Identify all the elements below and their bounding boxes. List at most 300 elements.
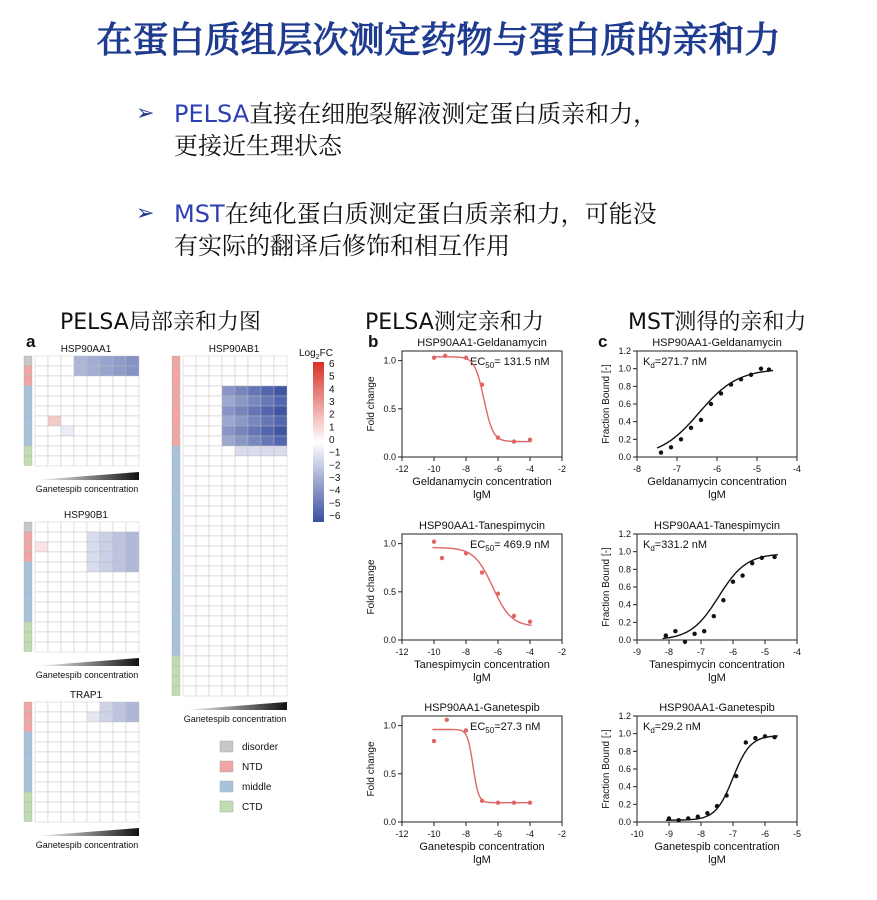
heatmap-cell — [183, 356, 196, 366]
heatmap-cell — [274, 676, 287, 686]
heatmap-cell — [126, 792, 139, 802]
heatmap-cell — [235, 626, 248, 636]
y-tick-label: 0.8 — [618, 746, 631, 757]
y-axis-label: Fraction Bound [-] — [601, 364, 612, 444]
heatmap-cell — [261, 596, 274, 606]
heatmap-cell — [100, 752, 113, 762]
heatmap-cell — [274, 376, 287, 386]
heatmap-cell — [222, 436, 235, 446]
heatmap-cell — [209, 486, 222, 496]
heatmap-cell — [74, 742, 87, 752]
heatmap-cell — [235, 676, 248, 686]
heatmap-cell — [126, 812, 139, 822]
heatmap-cell — [248, 616, 261, 626]
heatmap-cell — [113, 396, 126, 406]
heatmap-cell — [222, 446, 235, 456]
heatmap-cell — [183, 546, 196, 556]
heatmap-cell — [196, 496, 209, 506]
domain-cell — [172, 486, 180, 496]
heatmap-cell — [248, 646, 261, 656]
annotation-sub: 50 — [485, 361, 495, 370]
heatmap-cell — [261, 386, 274, 396]
heatmap-cell — [209, 366, 222, 376]
heatmap-cell — [235, 546, 248, 556]
heatmap-cell — [48, 792, 61, 802]
chart-pelsa-tanespimycin — [360, 518, 600, 688]
x-tick-label: -6 — [493, 647, 503, 657]
heatmap-cell — [113, 742, 126, 752]
heatmap-cell — [196, 556, 209, 566]
heatmap-cell — [183, 456, 196, 466]
x-tick-label: -6 — [728, 647, 738, 657]
heatmap-cell — [100, 386, 113, 396]
heatmap-cell — [248, 576, 261, 586]
heatmap-cell — [126, 772, 139, 782]
data-point — [699, 418, 703, 422]
domain-cell — [24, 386, 32, 396]
heatmap-cell — [35, 592, 48, 602]
heatmap-cell — [74, 612, 87, 622]
heatmap-cell — [87, 792, 100, 802]
heatmap-cell — [183, 466, 196, 476]
heatmap-cell — [61, 612, 74, 622]
colorbar-title-main: Log — [299, 348, 316, 359]
heatmap-cell — [35, 732, 48, 742]
y-tick-label: 0.0 — [383, 452, 396, 462]
heatmap-cell — [113, 612, 126, 622]
heatmap-cell — [222, 466, 235, 476]
data-point — [464, 551, 468, 555]
heatmap-cell — [248, 356, 261, 366]
x-tick-label: -7 — [672, 464, 682, 474]
heatmap-cell — [126, 376, 139, 386]
heatmap-cell — [261, 676, 274, 686]
heatmap-cell — [61, 642, 74, 652]
x-axis-label: Tanespimycin concentration — [649, 659, 785, 671]
heatmap-cell — [183, 646, 196, 656]
heatmap-cell — [274, 586, 287, 596]
heatmap-cell — [274, 396, 287, 406]
heatmap-cell — [274, 496, 287, 506]
y-tick-label: 0.8 — [618, 381, 631, 392]
chart-mst-geldanamycin — [595, 335, 845, 505]
y-tick-label: 0.0 — [383, 817, 396, 827]
heatmap-cell — [209, 456, 222, 466]
heatmap-cell — [248, 446, 261, 456]
heatmap-cell — [235, 616, 248, 626]
heatmap-cell — [48, 446, 61, 456]
domain-cell — [24, 582, 32, 592]
annotation-value: = 131.5 nM — [494, 356, 550, 368]
heatmap-cell — [126, 802, 139, 812]
chart-annotation — [643, 356, 707, 370]
y-tick-label: 0.0 — [618, 635, 631, 645]
heatmap-cell — [113, 416, 126, 426]
heatmap-cell — [235, 646, 248, 656]
heatmap-cell — [61, 522, 74, 532]
heatmap-cell — [87, 772, 100, 782]
x-tick-label: -6 — [493, 829, 503, 839]
heatmap-cell — [87, 376, 100, 386]
heatmap-cell — [235, 366, 248, 376]
heatmap-cell — [209, 526, 222, 536]
heatmap-cell — [100, 722, 113, 732]
domain-cell — [24, 702, 32, 712]
heatmap-cell — [274, 576, 287, 586]
heatmap-cell — [209, 506, 222, 516]
heatmap-cell — [35, 702, 48, 712]
heatmap-cell — [196, 566, 209, 576]
heatmap-cell — [35, 792, 48, 802]
heatmap-cell — [196, 436, 209, 446]
heatmap-cell — [183, 396, 196, 406]
heatmap-cell — [183, 426, 196, 436]
heatmap-cell — [35, 366, 48, 376]
data-point — [445, 718, 449, 722]
heatmap-cell — [61, 356, 74, 366]
heatmap-cell — [209, 686, 222, 696]
heatmap-cell — [248, 416, 261, 426]
heatmap-cell — [209, 476, 222, 486]
heatmap-cell — [261, 466, 274, 476]
annotation-main: EC — [470, 356, 486, 368]
annotation-value: =331.2 nM — [654, 539, 708, 551]
domain-cell — [24, 396, 32, 406]
heatmap-cell — [113, 702, 126, 712]
data-point — [512, 614, 516, 618]
heatmap-cell — [222, 416, 235, 426]
annotation-main: K — [643, 539, 651, 551]
heatmap-cell — [126, 782, 139, 792]
heatmap-cell — [61, 426, 74, 436]
x-tick-label: -2 — [557, 829, 567, 839]
heatmap-cell — [196, 476, 209, 486]
heatmap-cell — [113, 456, 126, 466]
heatmap-cell — [126, 426, 139, 436]
y-tick-label: 0.0 — [383, 635, 396, 645]
heatmap-cell — [248, 676, 261, 686]
heatmap-cell — [183, 506, 196, 516]
heatmap-cell — [209, 496, 222, 506]
heatmap-cell — [48, 702, 61, 712]
heatmap-cell — [113, 376, 126, 386]
heatmap-cell — [100, 612, 113, 622]
heatmap-cell — [209, 676, 222, 686]
heatmap-cell — [100, 772, 113, 782]
heatmap-cell — [183, 536, 196, 546]
heatmap-cell — [48, 436, 61, 446]
heatmap-cell — [261, 366, 274, 376]
heatmap-cell — [248, 486, 261, 496]
heatmap-cell — [261, 566, 274, 576]
heatmap-cell — [209, 516, 222, 526]
heatmap-cell — [74, 532, 87, 542]
heatmap-cell — [48, 712, 61, 722]
heatmap-cell — [113, 642, 126, 652]
colorbar-title-sub: 2 — [315, 354, 320, 361]
domain-cell — [24, 722, 32, 732]
annotation-main: EC — [470, 721, 486, 733]
heatmap-cell — [222, 386, 235, 396]
heatmap-cell — [183, 416, 196, 426]
heatmap-cell — [113, 792, 126, 802]
heatmap-cell — [61, 396, 74, 406]
heatmap-cell — [222, 536, 235, 546]
domain-cell — [172, 676, 180, 686]
chart-annotation — [643, 539, 707, 553]
heatmap-cell — [61, 552, 74, 562]
data-point — [772, 555, 776, 559]
heatmap-cell — [74, 386, 87, 396]
heatmap-cell — [248, 426, 261, 436]
heatmap-cell — [209, 376, 222, 386]
data-point — [739, 377, 743, 381]
heatmap-cell — [209, 566, 222, 576]
heatmap-cell — [196, 376, 209, 386]
domain-cell — [172, 496, 180, 506]
heatmap-cell — [261, 616, 274, 626]
heatmap-cell — [126, 582, 139, 592]
domain-cell — [24, 562, 32, 572]
heatmap-cell — [35, 542, 48, 552]
heatmap-cell — [87, 446, 100, 456]
domain-cell — [24, 762, 32, 772]
data-point — [464, 728, 468, 732]
data-point — [709, 402, 713, 406]
heatmap-cell — [196, 646, 209, 656]
heatmap-cell — [126, 356, 139, 366]
heatmap-cell — [61, 406, 74, 416]
heatmap-figure — [20, 340, 380, 860]
heatmap-cell — [61, 446, 74, 456]
heatmap-cell — [74, 356, 87, 366]
heatmap-cell — [209, 466, 222, 476]
data-point — [683, 640, 687, 644]
heatmap-cell — [196, 416, 209, 426]
heatmap-cell — [48, 356, 61, 366]
heatmap-cell — [48, 572, 61, 582]
data-point — [676, 818, 680, 822]
data-point — [749, 373, 753, 377]
x-tick-label: -2 — [557, 464, 567, 474]
heatmap-cell — [196, 526, 209, 536]
data-point — [750, 561, 754, 565]
heatmap-cell — [126, 396, 139, 406]
heatmap-cell — [74, 592, 87, 602]
heatmap-cell — [126, 386, 139, 396]
y-tick-label: 0.2 — [618, 434, 631, 445]
domain-cell — [24, 522, 32, 532]
heatmap-cell — [87, 396, 100, 406]
heatmap-cell — [126, 436, 139, 446]
heatmap-cell — [183, 616, 196, 626]
heatmap-cell — [100, 356, 113, 366]
heatmap-cell — [48, 376, 61, 386]
heatmap-cell — [35, 742, 48, 752]
data-point — [669, 445, 673, 449]
heatmap-cell — [222, 576, 235, 586]
y-tick-label: 1.2 — [618, 346, 631, 356]
column-title-pelsa-affinity: PELSA测定亲和力 — [365, 310, 544, 335]
heatmap-cell — [100, 456, 113, 466]
heatmap-cell — [248, 516, 261, 526]
heatmap-cell — [48, 562, 61, 572]
heatmap-cell — [222, 396, 235, 406]
data-point — [443, 354, 447, 358]
heatmap-cell — [87, 532, 100, 542]
heatmap-cell — [87, 562, 100, 572]
heatmap-cell — [209, 666, 222, 676]
x-tick-label: -5 — [752, 464, 762, 474]
heatmap-cell — [222, 556, 235, 566]
x-axis-label: Tanespimycin concentration — [414, 659, 550, 671]
x-tick-label: -8 — [696, 829, 706, 839]
heatmap-cell — [261, 486, 274, 496]
arrow-bullet-icon: ➢ — [136, 101, 155, 126]
heatmap-cell — [183, 686, 196, 696]
y-tick-label: 0.5 — [383, 403, 396, 414]
heatmap-cell — [209, 426, 222, 436]
heatmap-cell — [209, 576, 222, 586]
annotation-main: EC — [470, 539, 486, 551]
chart-annotation — [470, 356, 550, 370]
heatmap-cell — [235, 526, 248, 536]
x-tick-label: -8 — [461, 829, 471, 839]
heatmap-cell — [196, 386, 209, 396]
heatmap-cell — [61, 752, 74, 762]
domain-cell — [24, 812, 32, 822]
heatmap-cell — [74, 702, 87, 712]
heatmap-cell — [248, 466, 261, 476]
heatmap-cell — [61, 386, 74, 396]
heatmap-cell — [196, 536, 209, 546]
heatmap-cell — [248, 526, 261, 536]
heatmap-cell — [235, 496, 248, 506]
heatmap-cell — [196, 656, 209, 666]
domain-cell — [24, 622, 32, 632]
column-title-mst-affinity: MST测得的亲和力 — [628, 310, 807, 335]
colorbar-title — [299, 348, 333, 361]
heatmap-cell — [126, 456, 139, 466]
heatmap-cell — [274, 426, 287, 436]
domain-cell — [172, 596, 180, 606]
heatmap-cell — [274, 356, 287, 366]
colorbar-tick-label: 0 — [329, 435, 335, 446]
domain-cell — [172, 516, 180, 526]
heatmap-cell — [235, 476, 248, 486]
x-tick-label: -10 — [427, 464, 441, 474]
heatmap-cell — [48, 622, 61, 632]
heatmap-cell — [61, 572, 74, 582]
heatmap-cell — [87, 712, 100, 722]
heatmap-cell — [209, 606, 222, 616]
data-point — [712, 614, 716, 618]
heatmap-cell — [222, 586, 235, 596]
bullet-line: 直接在细胞裂解液测定蛋白质亲和力， — [249, 100, 658, 128]
data-point — [512, 801, 516, 805]
heatmap-cell — [48, 582, 61, 592]
heatmap-cell — [100, 632, 113, 642]
domain-cell — [172, 406, 180, 416]
domain-cell — [172, 526, 180, 536]
gradient-label: Ganetespib concentration — [183, 714, 287, 724]
heatmap-cell — [209, 416, 222, 426]
chart-title: HSP90AA1-Tanespimycin — [654, 520, 780, 532]
x-axis-label: Ganetespib concentration — [654, 841, 780, 853]
heatmap-cell — [35, 632, 48, 642]
heatmap-cell — [61, 622, 74, 632]
x-tick-label: -7 — [696, 647, 706, 657]
domain-cell — [172, 626, 180, 636]
heatmap-cell — [35, 802, 48, 812]
heatmap-cell — [261, 416, 274, 426]
colorbar-tick-label: 5 — [329, 371, 335, 383]
chart-title: HSP90AA1-Tanespimycin — [419, 520, 545, 532]
data-point — [692, 632, 696, 636]
domain-cell — [24, 642, 32, 652]
heatmap-cell — [87, 632, 100, 642]
heatmap-cell — [235, 666, 248, 676]
heatmap-cell — [209, 396, 222, 406]
y-tick-label: 0.6 — [618, 399, 631, 409]
heatmap-cell — [274, 466, 287, 476]
heatmap-cell — [261, 586, 274, 596]
heatmap-cell — [35, 532, 48, 542]
domain-cell — [172, 546, 180, 556]
y-tick-label: 1.0 — [383, 720, 396, 731]
heatmap-cell — [126, 732, 139, 742]
heatmap-cell — [248, 656, 261, 666]
domain-cell — [24, 552, 32, 562]
heatmap-cell — [74, 642, 87, 652]
heatmap-panel — [24, 522, 139, 666]
data-point — [696, 815, 700, 819]
heatmap-cell — [61, 592, 74, 602]
heatmap-cell — [248, 566, 261, 576]
heatmap-cell — [222, 546, 235, 556]
heatmap-cell — [126, 366, 139, 376]
heatmap-cell — [196, 626, 209, 636]
heatmap-cell — [235, 386, 248, 396]
heatmap-cell — [183, 666, 196, 676]
colorbar-tick-label: −6 — [329, 511, 341, 522]
heatmap-cell — [183, 436, 196, 446]
annotation-sub: d — [650, 726, 655, 735]
y-axis-label: Fraction Bound [-] — [601, 729, 612, 809]
legend-label: NTD — [242, 762, 263, 773]
heatmap-cell — [61, 366, 74, 376]
heatmap-cell — [126, 752, 139, 762]
heatmap-cell — [183, 676, 196, 686]
heatmap-cell — [61, 436, 74, 446]
heatmap-cell — [248, 476, 261, 486]
legend-swatch — [220, 801, 233, 812]
heatmap-cell — [35, 722, 48, 732]
heatmap-cell — [35, 602, 48, 612]
heatmap-cell — [222, 486, 235, 496]
heatmap-cell — [248, 686, 261, 696]
heatmap-cell — [100, 426, 113, 436]
heatmap-cell — [74, 446, 87, 456]
heatmap-cell — [100, 782, 113, 792]
heatmap-cell — [209, 406, 222, 416]
data-point — [721, 598, 725, 602]
heatmap-cell — [74, 436, 87, 446]
heatmap-panel — [172, 356, 287, 710]
heatmap-cell — [196, 596, 209, 606]
heatmap-cell — [74, 792, 87, 802]
heatmap-cell — [183, 496, 196, 506]
